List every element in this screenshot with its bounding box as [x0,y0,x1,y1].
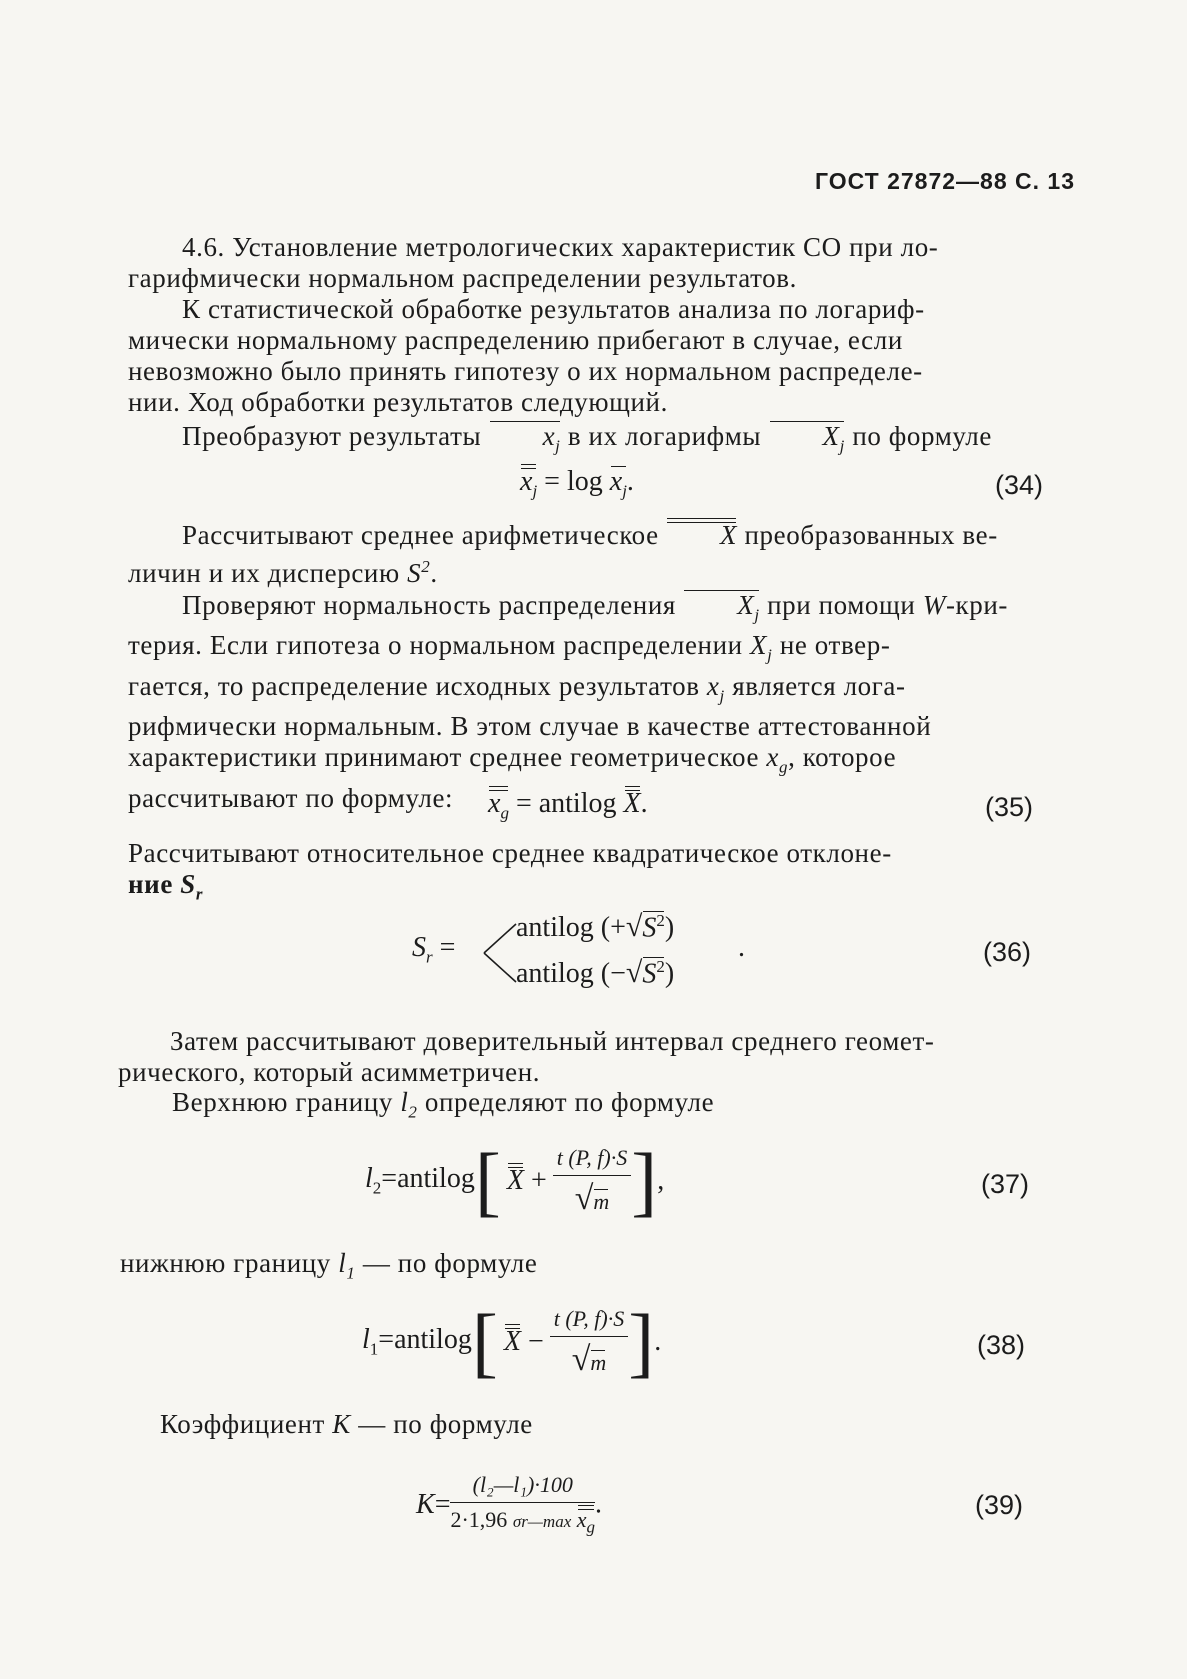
paragraph-confidence-interval [118,1026,1068,1088]
math-operator: − [527,1326,544,1357]
eq36-lower-branch [516,956,674,990]
var-letter: x [576,1507,587,1532]
equation-35 [488,788,648,824]
math-variable: X [503,1326,521,1357]
math-variable [624,788,641,820]
text-line: рического, который асимметричен. [118,1057,541,1087]
var-subscript: j [767,645,773,665]
var-letter: S [407,558,422,588]
text-fragment: -кри- [945,590,1008,620]
math-variable [400,1087,418,1122]
math-variable [489,421,561,461]
var-letter: l [362,1324,370,1356]
var-subscript: 1 [369,1339,379,1359]
sqrt-sign: √ [571,1340,591,1378]
paragraph-relative-deviation [128,838,1068,909]
var-letter: x [706,670,720,701]
var-letter: m [593,1188,610,1214]
var-letter: S [412,932,426,963]
fraction [450,1472,595,1537]
math-operator: antilog (− [516,958,626,989]
text-fragment: гается, то распределение исходных результатов [128,670,700,701]
paragraph-transform [128,421,1068,461]
math-variable [180,869,204,904]
var-letter: X [822,421,840,451]
punctuation: . [595,1488,603,1520]
eq37-body [501,1165,553,1197]
math-variable [610,466,627,502]
text-fragment: Рассчитывают среднее арифметическое [182,520,659,550]
math-variable [577,1507,595,1537]
equation-number: (36) [983,937,1032,967]
var-superscript: 2 [656,956,665,976]
var-letter: S [180,869,196,899]
text-line [128,520,1068,551]
math-operator: + [530,1165,547,1196]
punctuation: . [640,788,648,819]
math-variable [666,520,737,551]
var-letter: S [642,912,657,943]
var-letter: X [750,630,768,661]
paragraph-normality-check [128,590,1068,814]
text-line: мически нормальному распределению прибегают в случае, если [128,325,903,355]
punctuation: ) [664,912,675,943]
text-fragment: Преобразуют результаты [182,421,482,451]
equation-39 [416,1472,602,1537]
text-line: 4.6. Установление метрологических характеристик СО при ло- [182,232,939,262]
paragraph-lower-bound [120,1248,1060,1288]
var-letter: l [400,1087,409,1117]
fraction-denominator [450,1503,595,1537]
var-subscript: g [779,757,789,777]
text-fragment: характеристики принимают среднее геометрическое [128,742,760,773]
math-operator: =antilog [381,1163,475,1195]
punctuation: . [626,466,634,497]
var-subscript: j [754,605,760,625]
eq38-lhs [362,1324,472,1360]
fraction [553,1145,631,1218]
text-fragment: , которое [788,742,897,773]
page-header: ГОСТ 27872—88 С. 13 [815,168,1076,194]
fraction [550,1306,628,1379]
var-letter: X [623,788,641,819]
text-line [128,671,1068,711]
math-variable [683,590,759,630]
var-subscript: j [622,481,627,501]
text-fragment: нижнюю границу [120,1248,331,1278]
text-line [128,551,1068,589]
var-subscript: r [426,947,433,967]
math-operator: = antilog [515,788,617,819]
var-subscript: 2 [408,1102,418,1122]
eq38-body [498,1326,550,1358]
text-line [128,630,1068,670]
denominator-text: 2·1,96 [450,1507,508,1532]
fraction-numerator [553,1145,631,1176]
math-operator: = log [544,466,603,497]
punctuation: . [738,932,745,963]
text-line: рассчитывают по формуле: [128,782,454,813]
math-variable [412,932,433,967]
var-letter: X [737,590,755,620]
var-subscript: j [555,436,561,456]
equation-number: (35) [985,792,1034,822]
eq39-lhs [416,1489,450,1521]
text-line: рифмически нормальным. В этом случае в качестве аттестованной [128,711,932,742]
radicand [642,911,665,944]
equation-number: (39) [975,1490,1024,1520]
paragraph-coefficient [160,1409,1100,1440]
text-fragment: — по формуле [358,1409,533,1439]
text-line: Рассчитывают относительное среднее квадратическое отклоне- [128,838,892,868]
var-letter: X [720,520,738,550]
text-fragment: при помощи [767,590,916,620]
math-operator: =antilog [378,1324,472,1356]
text-fragment: определяют по формуле [424,1087,715,1117]
text-line: Затем рассчитывают доверительный интервал среднего геомет- [170,1026,935,1056]
text-line [128,869,1068,909]
sqrt-sign: √ [625,956,643,989]
math-variable: X [506,1165,524,1196]
text-fragment: Верхнюю границу [172,1087,393,1117]
math-variable [488,788,509,824]
var-letter: x [542,421,556,451]
var-superscript: 2 [421,557,431,576]
math-variable: W [922,590,946,620]
text-line [128,590,1068,630]
punctuation: , [657,1165,665,1196]
text-fragment: в их логарифмы [567,421,762,451]
equation-number: (38) [977,1330,1026,1360]
equation-37 [365,1137,665,1224]
sqrt-sign: √ [625,910,643,943]
math-operator: antilog (+ [516,912,626,943]
math-variable [338,1248,356,1283]
var-letter: l [338,1248,347,1278]
math-variable [706,670,725,706]
fraction-denominator [553,1176,631,1218]
var-subscript: g [500,803,509,823]
text-line: К статистической обработке результатов анализа по логариф- [182,294,925,324]
punctuation: . [430,558,438,588]
var-subscript: g [586,1517,596,1537]
var-superscript: 2 [656,910,665,930]
text-line: невозможно было принять гипотезу о их нормальном распределе- [128,356,923,386]
fraction-numerator [450,1472,595,1503]
text-fragment: Коэффициент [160,1409,325,1439]
eq36-lhs [412,932,455,968]
var-subscript: j [839,436,845,456]
var-subscript: r [195,884,204,904]
left-bracket: [ [474,1137,501,1224]
text-fragment: преобразованных ве- [744,520,998,550]
text-fragment: — по формуле [362,1248,538,1278]
right-bracket: ] [631,1137,658,1224]
text-fragment: терия. Если гипотеза о нормальном распределении [128,630,743,661]
var-letter: x [766,742,779,773]
math-operator: = [434,1488,451,1520]
var-subscript: 1 [346,1263,356,1283]
radicand [642,957,665,990]
equation-36 [412,912,752,992]
math-variable: K [332,1409,351,1439]
fraction-numerator [550,1306,628,1337]
math-variable [520,466,537,502]
var-subscript: 2 [372,1178,382,1198]
punctuation: ) [664,958,675,989]
punctuation: . [654,1326,662,1357]
text-fragment: личин и их дисперсию [128,558,400,588]
equation-34 [520,466,634,502]
math-variable [407,558,430,588]
var-letter: K [416,1488,435,1520]
math-variable [750,630,773,665]
math-variable [769,421,845,461]
var-letter: x [609,466,623,497]
equation-38 [362,1298,662,1385]
var-letter: l [365,1163,373,1195]
var-letter: x [520,466,533,497]
paragraph-statistical-processing [128,294,1068,418]
fraction-denominator [550,1337,628,1379]
left-bracket: [ [471,1298,498,1385]
var-letter: S [642,958,657,989]
text-fragment: ние [128,869,173,899]
paragraph-mean [128,520,1068,589]
var-subscript: j [719,686,725,706]
numerator-text: t (P, f)·S [556,1144,628,1170]
sqrt-sign: √ [574,1179,594,1217]
eq37-lhs [365,1163,475,1199]
numerator-text: (l₂—l₁)·100 [472,1472,573,1497]
text-line [128,742,1068,782]
numerator-text: t (P, f)·S [553,1305,625,1331]
text-line: гарифмически нормальном распределении результатов. [128,263,797,293]
var-subscript: j [532,481,538,501]
math-operator: = [439,932,456,963]
var-letter: m [590,1349,607,1375]
var-letter: x [488,788,501,819]
text-fragment: Проверяют нормальность распределения [182,590,676,620]
equation-number: (34) [995,470,1044,500]
eq36-upper-branch [516,910,674,944]
text-fragment: является лога- [732,670,906,701]
math-variable [766,742,789,777]
text-fragment: по формуле [852,421,992,451]
equation-number: (37) [981,1169,1030,1199]
text-fragment: не отвер- [779,630,891,661]
right-bracket: ] [628,1298,655,1385]
section-4-6-heading [128,232,1068,294]
text-line: нии. Ход обработки результатов следующий. [128,387,668,417]
denominator-text: σr—max [512,1512,572,1531]
paragraph-upper-bound [118,1087,1058,1127]
